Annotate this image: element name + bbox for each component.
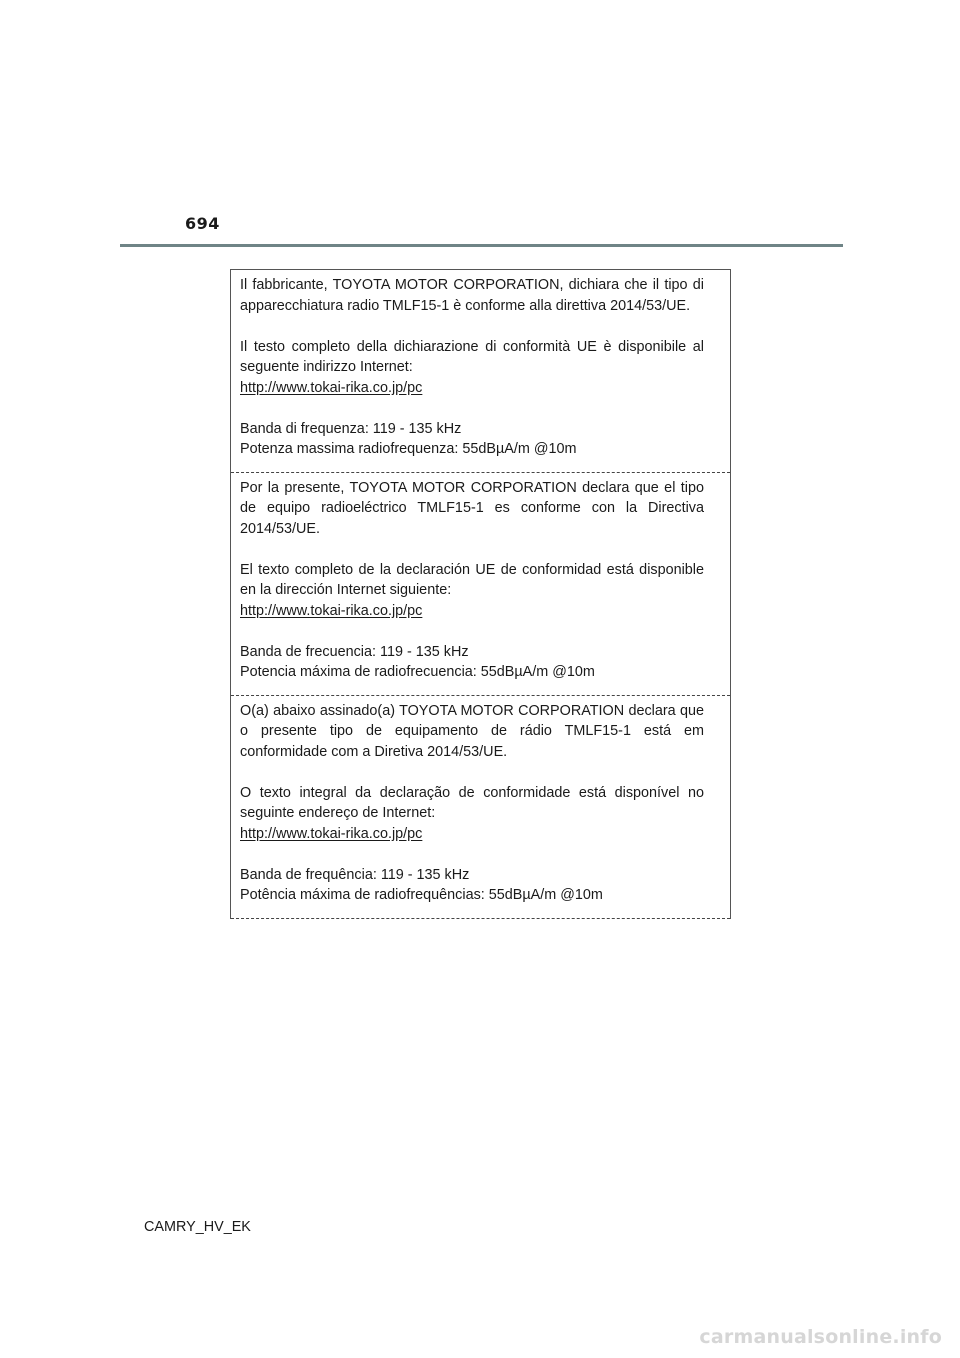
power-text: Potenza massima radiofrequenza: 55dBµA/m @10m: [240, 441, 577, 457]
availability-text: El texto completo de la declaración UE de conformidad está disponible en la dirección Internet siguiente:: [240, 561, 704, 598]
declaration-link[interactable]: http://www.tokai-rika.co.jp/pc: [240, 602, 423, 619]
header-rule: [120, 244, 843, 247]
url-line: [240, 378, 704, 399]
page-number: 694: [185, 214, 220, 233]
notice-italian: [231, 270, 730, 473]
frequency-text: Banda de frecuencia: 119 - 135 kHz: [240, 643, 469, 660]
declaration-text: O(a) abaixo assinado(a) TOYOTA MOTOR CORPORATION declara que o presente tipo de equipamento de rádio TMLF15-1 está em conformidade com a Diretiva 2014/53/UE.: [240, 702, 704, 760]
model-code: CAMRY_HV_EK: [144, 1219, 251, 1235]
availability-text: O texto integral da declaração de conformidade está disponível no seguinte endereço de Internet:: [240, 784, 704, 821]
power-text: Potência máxima de radiofrequências: 55dBµA/m @10m: [240, 887, 603, 903]
url-line: [240, 601, 704, 622]
power-text: Potencia máxima de radiofrecuencia: 55dBµA/m @10m: [240, 664, 595, 680]
watermark: carmanualsonline.info: [699, 1326, 942, 1348]
declaration-link[interactable]: http://www.tokai-rika.co.jp/pc: [240, 379, 423, 396]
conformity-notice-table: [230, 269, 731, 919]
declaration-link[interactable]: http://www.tokai-rika.co.jp/pc: [240, 825, 423, 842]
notice-spanish: [231, 473, 730, 696]
url-line: [240, 824, 704, 845]
declaration-text: Il fabbricante, TOYOTA MOTOR CORPORATION, dichiara che il tipo di apparecchiatura radio TMLF15-1 è conforme alla direttiva 2014/53/UE.: [240, 277, 704, 314]
frequency-text: Banda de frequência: 119 - 135 kHz: [240, 866, 470, 883]
frequency-text: Banda di frequenza: 119 - 135 kHz: [240, 420, 462, 437]
declaration-text: Por la presente, TOYOTA MOTOR CORPORATION declara que el tipo de equipo radioeléctrico TMLF15-1 es conforme con la Directiva 2014/53/UE.: [240, 479, 704, 537]
availability-text: Il testo completo della dichiarazione di conformità UE è disponibile al seguente indirizzo Internet:: [240, 338, 704, 375]
notice-portuguese: [231, 696, 730, 919]
